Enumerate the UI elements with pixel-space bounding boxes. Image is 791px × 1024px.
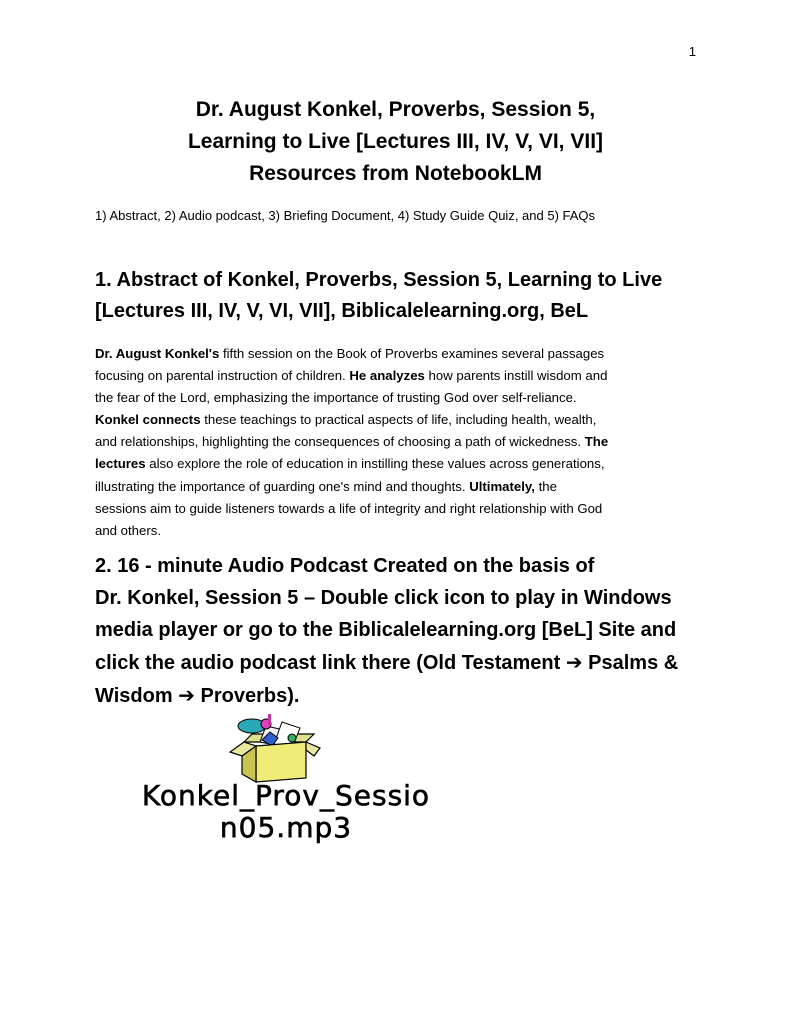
section-2-line-2: Dr. Konkel, Session 5 – Double click icon to play in Windows: [95, 587, 672, 609]
abstract-text: the: [534, 478, 557, 494]
section-2-heading: [95, 550, 678, 712]
title-line-3: Resources from NotebookLM: [249, 162, 542, 185]
audio-file-label[interactable]: [96, 780, 476, 844]
abstract-text: and relationships, highlighting the consequences of choosing a path of wickedness.: [95, 434, 585, 450]
abstract-text: fifth session on the Book of Proverbs examines several passages: [219, 346, 605, 361]
section-2-line-4: click the audio podcast link there (Old Testament ➔ Psalms &: [95, 650, 679, 674]
abstract-text: focusing on parental instruction of children.: [95, 368, 350, 384]
abstract-text: how parents instill wisdom and: [424, 368, 608, 384]
audio-file-name-line-1: Konkel_Prov_Sessio: [141, 779, 431, 812]
abstract-bold: He analyzes: [349, 368, 425, 384]
abstract-text: illustrating the importance of guarding one's mind and thoughts.: [95, 478, 470, 494]
resources-list: 1) Abstract, 2) Audio podcast, 3) Briefing Document, 4) Study Guide Quiz, and 5) FAQs: [95, 208, 596, 223]
document-title: [0, 94, 791, 190]
section-2-line-5: Wisdom ➔ Proverbs).: [95, 683, 300, 707]
abstract-paragraph: [95, 343, 705, 542]
abstract-bold: Konkel connects: [95, 412, 201, 428]
abstract-text: these teachings to practical aspects of life, including health, wealth,: [200, 412, 597, 428]
audio-file-name-line-2: n05.mp3: [219, 811, 353, 844]
abstract-bold: Dr. August Konkel's: [95, 346, 220, 361]
section-2-line-1: 2. 16 - minute Audio Podcast Created on the basis of: [95, 555, 595, 577]
abstract-bold: lectures: [95, 456, 146, 472]
abstract-text: also explore the role of education in instilling these values across generations,: [145, 456, 605, 472]
title-line-2: Learning to Live [Lectures III, IV, V, VI, VII]: [187, 130, 604, 153]
title-line-1: Dr. August Konkel, Proverbs, Session 5,: [195, 98, 596, 121]
section-1-heading-line-2: [Lectures III, IV, V, VI, VII], Biblicalelearning.org, BeL: [95, 300, 589, 322]
section-1-heading-line-1: 1. Abstract of Konkel, Proverbs, Session 5, Learning to Live: [95, 269, 663, 291]
arrow-right-icon: ➔: [178, 683, 195, 707]
abstract-text: the fear of the Lord, emphasizing the importance of trusting God over self-reliance.: [95, 390, 577, 406]
page-number: 1: [688, 44, 696, 59]
section-2-line-3: media player or go to the Biblicalelearning.org [BeL] Site and: [95, 619, 677, 641]
media-package-icon[interactable]: [222, 712, 330, 784]
abstract-text: and others.: [95, 522, 161, 538]
abstract-text: sessions aim to guide listeners towards a life of integrity and right relationship with God: [95, 500, 603, 516]
abstract-bold: The: [584, 434, 609, 450]
arrow-right-icon: ➔: [565, 650, 583, 674]
abstract-bold: Ultimately,: [469, 478, 535, 494]
section-1-heading: [95, 265, 662, 327]
